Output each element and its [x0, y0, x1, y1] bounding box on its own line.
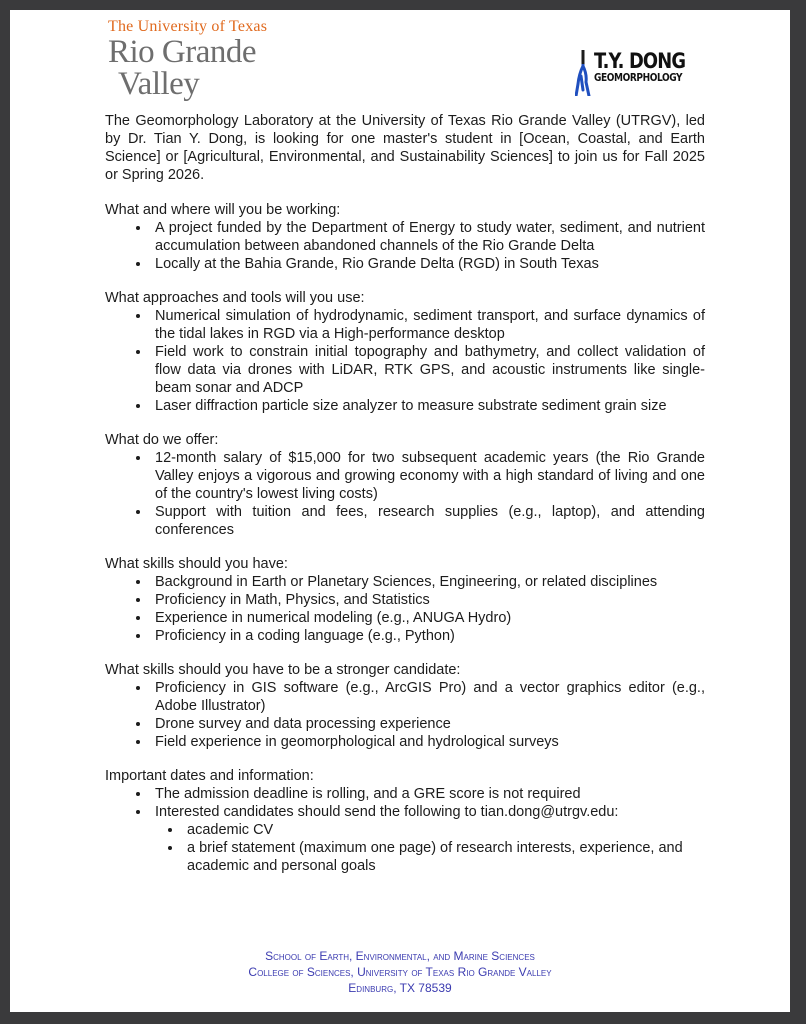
utrgv-logo-line2: Valley	[118, 66, 200, 102]
section	[105, 555, 705, 645]
tyd-geomorphology-logo	[575, 50, 702, 96]
footer-address	[10, 948, 790, 996]
section-heading: What approaches and tools will you use:	[105, 290, 365, 306]
bullet-item: • Locally at the Bahia Grande, Rio Grande Delta (RGD) in South Texas	[151, 255, 705, 273]
bullet-item: • Background in Earth or Planetary Sciences, Engineering, or related disciplines	[151, 573, 705, 591]
tyd-logo-subtitle: GEOMORPHOLOGY	[594, 71, 683, 84]
flyer-body	[105, 112, 705, 891]
bullet-item: • Interested candidates should send the following to tian.dong@utrgv.edu:	[151, 803, 705, 821]
section-heading: What and where will you be working:	[105, 202, 341, 218]
bullet-item: • Experience in numerical modeling (e.g., ANUGA Hydro)	[151, 609, 705, 627]
bullet-item: • Proficiency in a coding language (e.g., Python)	[151, 627, 705, 645]
sub-bullet-item: • academic CV	[183, 821, 705, 839]
bullet-item: • Proficiency in GIS software (e.g., ArcGIS Pro) and a vector graphics editor (e.g., Adobe Illustrator)	[151, 679, 705, 715]
bullet-item: • Drone survey and data processing experience	[151, 715, 705, 733]
bullet-item: • Support with tuition and fees, research supplies (e.g., laptop), and attending conferences	[151, 503, 705, 539]
section-heading: What skills should you have to be a stronger candidate:	[105, 662, 461, 678]
intro-paragraph: The Geomorphology Laboratory at the University of Texas Rio Grande Valley (UTRGV), led by Dr. Tian Y. Dong, is looking for one master's student in [Ocean, Coastal, and Earth Science] or [Agricultural, Environmental, and Sustainability Sciences] to join us for Fall 2025 or Spring 2026.	[105, 113, 705, 183]
section	[105, 201, 705, 273]
bullet-item: • Laser diffraction particle size analyzer to measure substrate sediment grain size	[151, 397, 705, 415]
bullet-item: • 12-month salary of $15,000 for two subsequent academic years (the Rio Grande Valley enjoys a vigorous and growing economy with a high standard of living and one of the country's lowest living costs)	[151, 449, 705, 503]
section-heading: What do we offer:	[105, 432, 219, 448]
utrgv-logo-line1: Rio Grande	[108, 34, 257, 70]
bullet-list	[105, 573, 705, 645]
bullet-list	[105, 307, 705, 415]
document-page	[10, 10, 790, 1012]
bullet-item: • Proficiency in Math, Physics, and Statistics	[151, 591, 705, 609]
bullet-list	[105, 679, 705, 751]
sections-container	[105, 201, 705, 875]
utrgv-logo	[108, 18, 267, 100]
bullet-item: • A project funded by the Department of Energy to study water, sediment, and nutrient accumulation between abandoned channels of the Rio Grande Delta	[151, 219, 705, 255]
sub-list-wrapper	[151, 821, 705, 875]
section	[105, 431, 705, 539]
footer-school: School of Earth, Environmental, and Marine Sciences	[265, 949, 535, 963]
bullet-list	[105, 219, 705, 273]
sub-bullet-item: • a brief statement (maximum one page) of research interests, experience, and academic and personal goals	[183, 839, 705, 875]
bullet-item: • The admission deadline is rolling, and a GRE score is not required	[151, 785, 705, 803]
bullet-item: • Numerical simulation of hydrodynamic, sediment transport, and surface dynamics of the tidal lakes in RGD via a High-performance desktop	[151, 307, 705, 343]
sub-bullet-list	[155, 821, 705, 875]
footer-city: Edinburg, TX 78539	[348, 981, 452, 995]
utrgv-logo-top: The University of Texas	[108, 18, 268, 35]
bullet-item: • Field work to constrain initial topography and bathymetry, and collect validation of flow data via drones with LiDAR, RTK GPS, and acoustic instruments like single-beam sonar and ADCP	[151, 343, 705, 397]
bullet-list	[105, 449, 705, 539]
delta-channel-icon	[575, 50, 591, 96]
tyd-logo-name: T.Y. DONG	[594, 49, 686, 73]
bullet-item: • Field experience in geomorphological and hydrological surveys	[151, 733, 705, 751]
section-heading: What skills should you have:	[105, 556, 288, 572]
section	[105, 661, 705, 751]
footer-college: College of Sciences, University of Texas Rio Grande Valley	[248, 965, 552, 979]
section	[105, 289, 705, 415]
section	[105, 767, 705, 875]
bullet-list	[105, 785, 705, 875]
section-heading: Important dates and information:	[105, 768, 314, 784]
